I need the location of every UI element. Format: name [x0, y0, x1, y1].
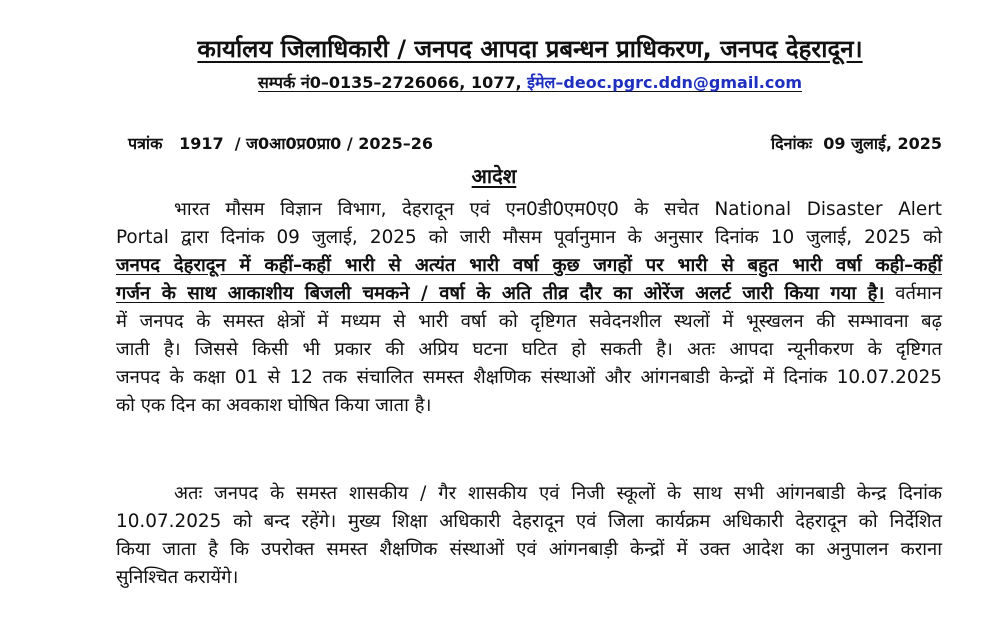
contact-phone: सम्पर्क नं0–0135–2726066, 1077,: [257, 73, 528, 92]
order-paragraph-2: [116, 480, 942, 592]
alert-highlight-text: गर्जन के साथ आकाशीय बिजली चमकने / वर्षा के अति तीव्र दौर का ओरेंज अलर्ट जारी किया गया है।: [116, 283, 885, 304]
letter-number: पत्रांक 1917 / ज0आ0प्र0प्रा0 / 2025–26: [128, 134, 434, 153]
paragraph-2-line: किया जाता है कि उपरोक्त समस्त शैक्षणिक संस्थाओं एवं आंगनबाड़ी केन्द्रों में उक्त आदेश का अनुपालन कराना: [116, 539, 942, 560]
contact-email-link[interactable]: ईमेल–deoc.pgrc.ddn@gmail.com: [527, 73, 803, 92]
alert-highlight-line: जनपद देहरादून में कहीं–कहीं भारी से अत्यंत भारी वर्षा कुछ जगहों पर भारी से बहुत भारी वर्षा कही–कहीं: [116, 255, 942, 276]
order-paragraph-1: [116, 196, 942, 420]
paragraph-1-text: वर्तमान: [884, 283, 942, 304]
order-heading: आदेश: [471, 164, 517, 188]
reference-row: [128, 132, 944, 154]
letter-date: दिनांकः 09 जुलाई, 2025: [770, 134, 942, 153]
paragraph-2-line: 10.07.2025 को बन्द रहेंगे। मुख्य शिक्षा अधिकारी देहरादून एवं जिला कार्यक्रम अधिकारी देहरादून को निर्देशित: [116, 511, 942, 532]
paragraph-1-line: जनपद के कक्षा 01 से 12 तक संचालित समस्त शैक्षणिक संस्थाओं और आंगनबाडी केन्द्रों में दिनांक 10.07.2025: [116, 367, 942, 388]
paragraph-1-line: में जनपद के समस्त क्षेत्रों में मध्यम से भारी वर्षा को दृष्टिगत सवेदनशील स्थलों में भूस्खलन की सम्भावना बढ़: [116, 311, 942, 332]
paragraph-1-line: जाती है। जिससे किसी भी प्रकार की अप्रिय घटना घटित हो सकती है। अतः आपदा न्यूनीकरण के दृष्टिगत: [116, 339, 942, 360]
paragraph-1-line: भारत मौसम विज्ञान विभाग, देहरादून एवं एन0डी0एम0ए0 के सचेत National Disaster Alert: [174, 199, 942, 220]
paragraph-1-line: [116, 280, 942, 308]
office-title: कार्यालय जिलाधिकारी / जनपद आपदा प्रबन्धन प्राधिकरण, जनपद देहरादून।: [197, 35, 863, 63]
paragraph-2-line: सुनिश्चित करायेंगे।: [116, 567, 239, 588]
contact-line: [140, 71, 920, 93]
paragraph-1-line: Portal द्वारा दिनांक 09 जुलाई, 2025 को जारी मौसम पूर्वानुमान के अनुसार दिनांक 10 जुलाई, 2025 को: [116, 227, 942, 248]
paragraph-1-line: को एक दिन का अवकाश घोषित किया जाता है।: [116, 395, 432, 416]
paragraph-2-line: अतः जनपद के समस्त शासकीय / गैर शासकीय एवं निजी स्कूलों के साथ सभी आंगनबाडी केन्द्र दिनांक: [174, 483, 942, 504]
